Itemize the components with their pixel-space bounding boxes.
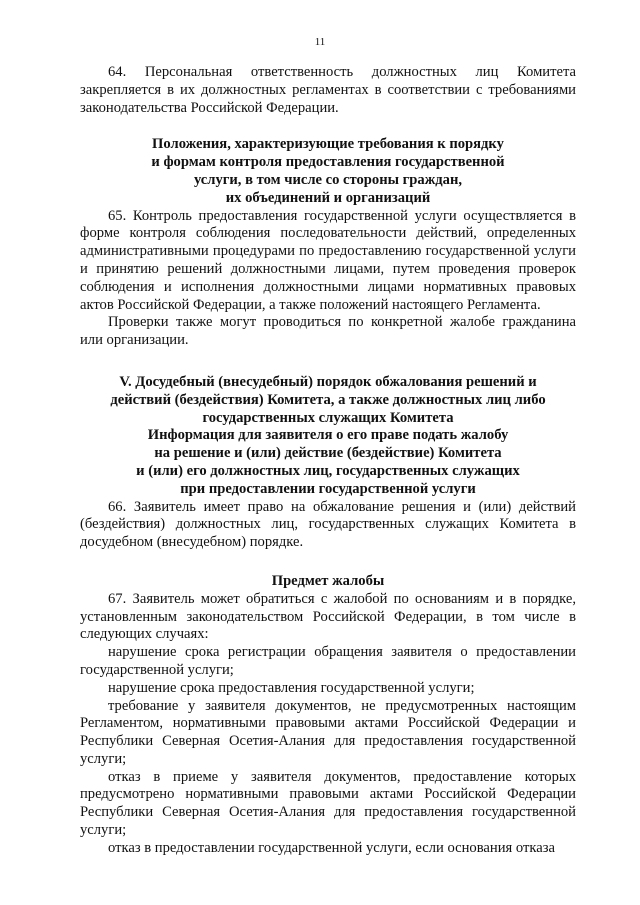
list-item: нарушение срока предоставления государственной услуги; <box>108 679 475 696</box>
heading-line: и (или) его должностных лиц, государственных служащих <box>136 462 520 479</box>
paragraph-67: 67. Заявитель может обратиться с жалобой по основаниям и в порядке, установленным законодательством Российской Федерации, в том числе в следующих случаях: <box>80 590 576 643</box>
paragraph-65-inspections: Проверки также могут проводиться по конкретной жалобе гражданина или организации. <box>80 314 576 349</box>
heading-line: Предмет жалобы <box>271 572 385 589</box>
page-content <box>80 64 576 858</box>
list-item: требование у заявителя документов, не предусмотренных настоящим Регламентом, нормативными правовыми актами Российской Федерации и Республики Северная Осетия-Алания для предоставления государственной услуги; <box>80 697 576 767</box>
heading-line: их объединений и организаций <box>225 189 431 206</box>
heading-control-requirements <box>80 136 576 207</box>
paragraph-65: 65. Контроль предоставления государственной услуги осуществляется в форме контроля соблюдения последовательности действий, определенных административными процедурами по предоставлению государственной услуги и принятию решений должностными лицами, путем проведения проверок соблюдения и исполнения должностными лицами нормативных правовых актов Российской Федерации, а также положений настоящего Регламента. <box>80 207 576 313</box>
paragraph-64: 64. Персональная ответственность должностных лиц Комитета закрепляется в их должностных регламентах в соответствии с требованиями законодательства Российской Федерации. <box>80 64 576 116</box>
list-item: отказ в приеме у заявителя документов, предоставление которых предусмотрено нормативными правовыми актами Российской Федерации Республики Северная Осетия-Алания для предоставления государственной услуги; <box>80 768 576 839</box>
heading-line: Информация для заявителя о его праве подать жалобу <box>147 427 509 444</box>
heading-line: на решение и (или) действие (бездействие) Комитета <box>154 445 502 462</box>
heading-line: V. Досудебный (внесудебный) порядок обжалования решений и <box>119 373 537 390</box>
heading-complaint-subject <box>80 573 576 591</box>
heading-line: при предоставлении государственной услуги <box>180 480 476 497</box>
paragraph-66: 66. Заявитель имеет право на обжалование решения и (или) действий (бездействия) должностных лиц, государственных служащих Комитета в досудебном (внесудебном) порядке. <box>80 498 576 551</box>
heading-line: и формам контроля предоставления государственной <box>151 154 505 171</box>
heading-line: действий (бездействия) Комитета, а также должностных лиц либо <box>110 391 546 408</box>
heading-line: государственных служащих Комитета <box>202 409 454 426</box>
list-item: отказ в предоставлении государственной услуги, если основания отказа <box>108 839 555 856</box>
heading-line: услуги, в том числе со стороны граждан, <box>193 171 463 188</box>
heading-line: Положения, характеризующие требования к порядку <box>152 136 504 153</box>
list-item: нарушение срока регистрации обращения заявителя о предоставлении государственной услуги; <box>80 644 576 678</box>
page-number: 11 <box>314 36 326 48</box>
heading-section-5 <box>80 374 576 499</box>
